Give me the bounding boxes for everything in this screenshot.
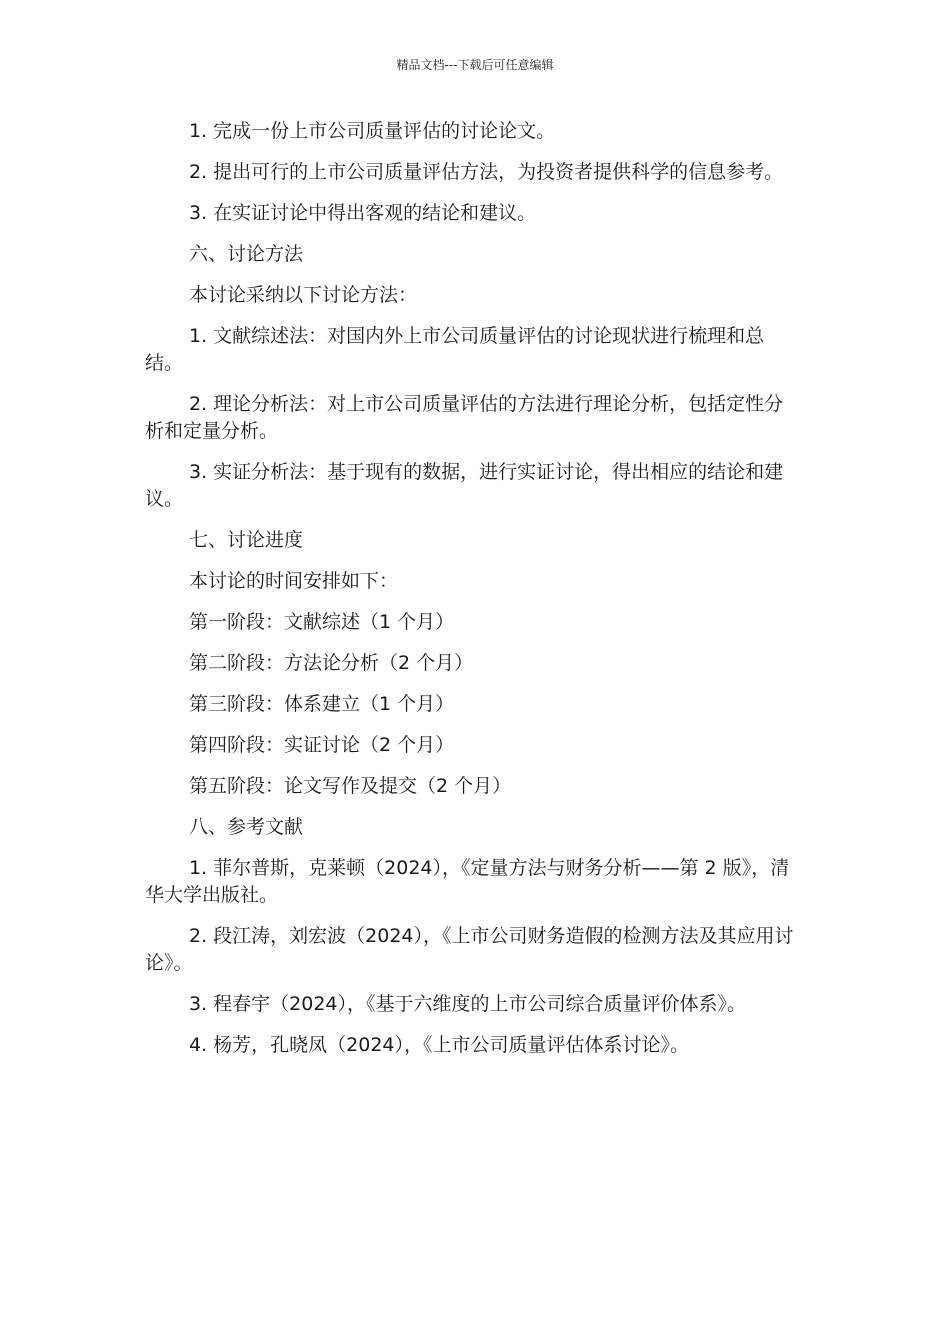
goal-item-2: 2. 提出可行的上市公司质量评估方法，为投资者提供科学的信息参考。 — [189, 161, 784, 183]
method-item-1: 1. 文献综述法：对国内外上市公司质量评估的讨论现状进行梳理和总结。 — [145, 325, 765, 374]
section-heading-schedule: 七、讨论进度 — [189, 529, 304, 551]
reference-item-1: 1. 菲尔普斯，克莱顿（2024），《定量方法与财务分析——第 2 版》，清华大学出版社。 — [145, 857, 790, 906]
goal-item-3: 3. 在实证讨论中得出客观的结论和建议。 — [189, 202, 537, 224]
reference-item-4: 4. 杨芳，孔晓凤（2024），《上市公司质量评估体系讨论》。 — [189, 1034, 690, 1056]
schedule-stage-1: 第一阶段：文献综述（1 个月） — [189, 611, 455, 633]
schedule-stage-2: 第二阶段：方法论分析（2 个月） — [189, 652, 474, 674]
reference-item-2: 2. 段江涛，刘宏波（2024），《上市公司财务造假的检测方法及其应用讨论》。 — [145, 925, 794, 974]
page-header: 精品文档---下载后可任意编辑 — [396, 58, 554, 72]
method-item-2: 2. 理论分析法：对上市公司质量评估的方法进行理论分析，包括定性分析和定量分析。 — [145, 393, 784, 442]
document-body — [145, 118, 800, 1073]
section-heading-references: 八、参考文献 — [189, 816, 304, 838]
schedule-stage-4: 第四阶段：实证讨论（2 个月） — [189, 734, 455, 756]
goal-item-1: 1. 完成一份上市公司质量评估的讨论论文。 — [189, 120, 556, 142]
method-item-3: 3. 实证分析法：基于现有的数据，进行实证讨论，得出相应的结论和建议。 — [145, 461, 784, 510]
schedule-intro: 本讨论的时间安排如下： — [189, 570, 399, 592]
methods-intro: 本讨论采纳以下讨论方法： — [189, 284, 418, 306]
schedule-stage-3: 第三阶段：体系建立（1 个月） — [189, 693, 455, 715]
schedule-stage-5: 第五阶段：论文写作及提交（2 个月） — [189, 775, 512, 797]
reference-item-3: 3. 程春宇（2024），《基于六维度的上市公司综合质量评价体系》。 — [189, 993, 747, 1015]
section-heading-methods: 六、讨论方法 — [189, 243, 304, 265]
